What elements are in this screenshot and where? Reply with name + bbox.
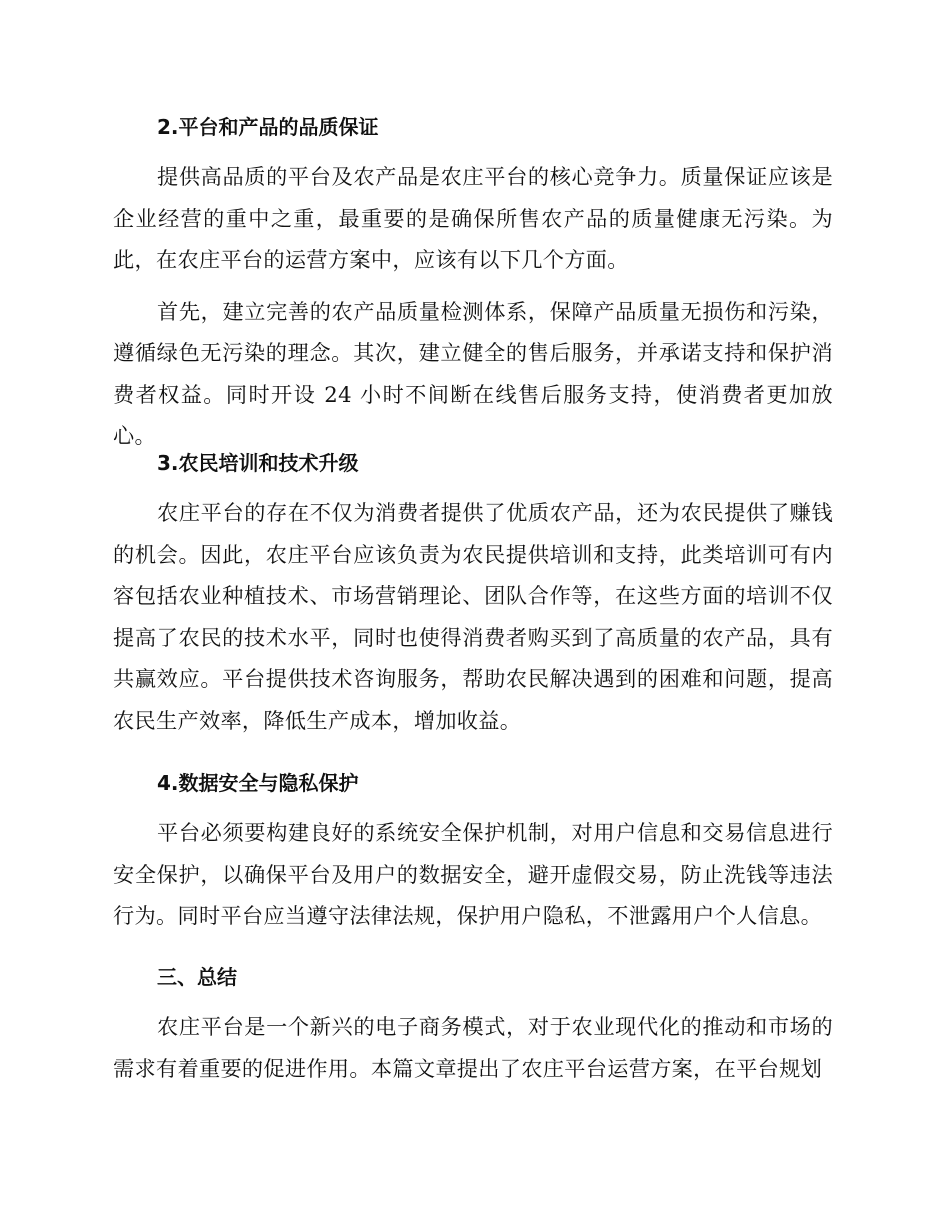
section-data-security xyxy=(113,764,833,947)
section-quality-assurance xyxy=(113,108,833,467)
section-farmer-training xyxy=(113,444,833,751)
section-heading: 4.数据安全与隐私保护 xyxy=(157,771,359,795)
paragraph: 农庄平台的存在不仅为消费者提供了优质农产品，还为农民提供了赚钱的机会。因此，农庄平台应该负责为农民提供培训和支持，此类培训可有内容包括农业种植技术、市场营销理论、团队合作等，在这些方面的培训不仅提高了农民的技术水平，同时也使得消费者购买到了高质量的农产品，具有共赢效应。平台提供技术咨询服务，帮助农民解决遇到的困难和问题，提高农民生产效率，降低生产成本，增加收益。 xyxy=(113,500,833,733)
paragraph: 农庄平台是一个新兴的电子商务模式，对于农业现代化的推动和市场的需求有着重要的促进作用。本篇文章提出了农庄平台运营方案，在平台规划 xyxy=(113,1014,833,1081)
section-heading: 三、总结 xyxy=(157,965,237,989)
paragraph: 提供高品质的平台及农产品是农庄平台的核心竞争力。质量保证应该是企业经营的重中之重，最重要的是确保所售农产品的质量健康无污染。为此，在农庄平台的运营方案中，应该有以下几个方面。 xyxy=(113,164,833,272)
section-summary xyxy=(113,958,833,1099)
section-heading: 3.农民培训和技术升级 xyxy=(157,451,359,475)
paragraph: 平台必须要构建良好的系统安全保护机制，对用户信息和交易信息进行安全保护，以确保平台及用户的数据安全，避开虚假交易，防止洗钱等违法行为。同时平台应当遵守法律法规，保护用户隐私，不泄露用户个人信息。 xyxy=(113,820,833,928)
paragraph: 首先，建立完善的农产品质量检测体系，保障产品质量无损伤和污染，遵循绿色无污染的理念。其次，建立健全的售后服务，并承诺支持和保护消费者权益。同时开设 24 小时不间断在线售后服务支持，使消费者更加放心。 xyxy=(113,298,833,448)
section-heading: 2.平台和产品的品质保证 xyxy=(157,115,379,139)
